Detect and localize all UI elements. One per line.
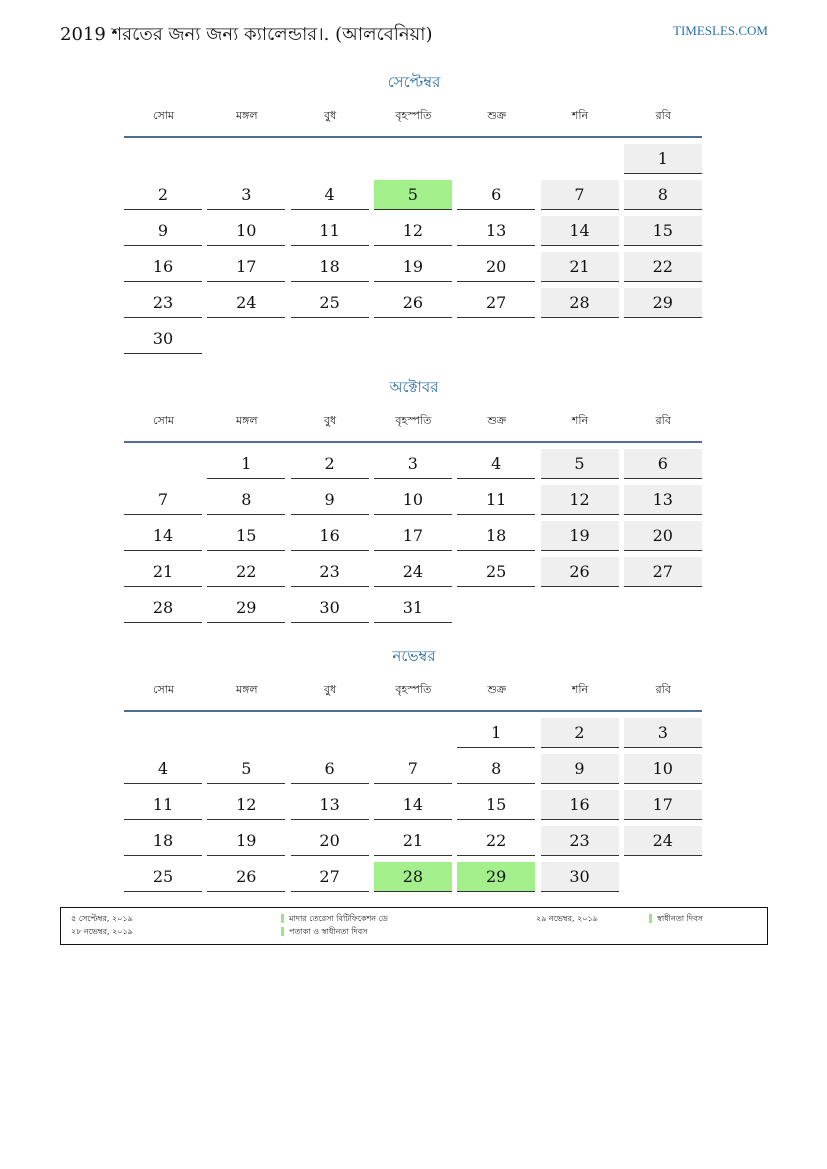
- month-title: অক্টোবর: [389, 378, 439, 396]
- weekday-label: বৃহস্পতি: [395, 109, 432, 122]
- weekday-label: শনি: [571, 414, 589, 427]
- day-cell: 8: [457, 754, 535, 784]
- legend-color-marker: [281, 914, 284, 923]
- day-cell: 14: [374, 790, 452, 820]
- day-cell: 27: [457, 288, 535, 318]
- day-cell: 26: [207, 862, 285, 892]
- legend-holiday-name: স্বাধীনতা দিবস: [657, 914, 703, 923]
- day-cell: 11: [124, 790, 202, 820]
- day-cell: 24: [374, 557, 452, 587]
- header-rule: [124, 710, 702, 712]
- weekday-label: বৃহস্পতি: [395, 683, 432, 696]
- day-cell: 20: [624, 521, 702, 551]
- day-cell: 25: [457, 557, 535, 587]
- day-cell: 19: [374, 252, 452, 282]
- legend-holiday-name: মাদার তেরেসা বিটিফিকেশন ডে: [289, 914, 388, 923]
- day-cell: 14: [541, 216, 619, 246]
- day-cell: 3: [207, 180, 285, 210]
- header-rule: [124, 136, 702, 138]
- day-cell: 16: [124, 252, 202, 282]
- day-cell: 1: [457, 718, 535, 748]
- day-cell: 4: [457, 449, 535, 479]
- day-cell: 10: [624, 754, 702, 784]
- legend-color-marker: [281, 927, 284, 936]
- page-header: [60, 20, 768, 44]
- day-cell: 14: [124, 521, 202, 551]
- site-link[interactable]: TIMESLES.COM: [673, 23, 768, 38]
- day-cell: 2: [541, 718, 619, 748]
- day-cell: 29: [624, 288, 702, 318]
- day-cell: 4: [124, 754, 202, 784]
- weekday-label: বুধ: [323, 414, 337, 427]
- day-cell: 8: [624, 180, 702, 210]
- day-cell: 17: [374, 521, 452, 551]
- day-cell: 15: [624, 216, 702, 246]
- holiday-day-cell: 28: [374, 862, 452, 892]
- legend-date: ৫ সেপ্টেম্বর, ২০১৯: [71, 914, 133, 923]
- day-cell: 13: [624, 485, 702, 515]
- month-september: [124, 72, 704, 348]
- legend-date: ২৮ নভেম্বর, ২০১৯: [71, 927, 133, 936]
- day-cell: 17: [207, 252, 285, 282]
- day-cell: 5: [207, 754, 285, 784]
- weekday-label: সোম: [152, 414, 175, 427]
- weekday-label: রবি: [655, 109, 671, 122]
- page-title: 2019 শরতের জন্য জন্য ক্যালেন্ডার।. (আলবেনিয়া): [60, 24, 433, 45]
- day-cell: 10: [207, 216, 285, 246]
- day-cell: 2: [291, 449, 369, 479]
- weekday-row: [124, 106, 704, 126]
- day-cell: 9: [291, 485, 369, 515]
- day-cell: 9: [541, 754, 619, 784]
- day-cell: 25: [124, 862, 202, 892]
- day-cell: 2: [124, 180, 202, 210]
- day-cell: 1: [624, 144, 702, 174]
- day-cell: 24: [624, 826, 702, 856]
- day-cell: 6: [291, 754, 369, 784]
- day-cell: 27: [291, 862, 369, 892]
- day-cell: 27: [624, 557, 702, 587]
- day-cell: 5: [541, 449, 619, 479]
- weekday-label: শুক্র: [487, 683, 507, 696]
- day-cell: 8: [207, 485, 285, 515]
- weekday-label: শনি: [571, 683, 589, 696]
- day-cell: 20: [291, 826, 369, 856]
- day-cell: 4: [291, 180, 369, 210]
- day-cell: 7: [124, 485, 202, 515]
- weekday-label: বৃহস্পতি: [395, 414, 432, 427]
- day-cell: 12: [207, 790, 285, 820]
- weekday-label: শুক্র: [487, 109, 507, 122]
- weekday-label: মঙ্গল: [235, 683, 258, 696]
- day-cell: 18: [124, 826, 202, 856]
- day-cell: 19: [541, 521, 619, 551]
- day-cell: 16: [291, 521, 369, 551]
- day-cell: 6: [624, 449, 702, 479]
- day-cell: 9: [124, 216, 202, 246]
- weekday-label: মঙ্গল: [235, 109, 258, 122]
- day-cell: 28: [124, 593, 202, 623]
- day-cell: 22: [457, 826, 535, 856]
- legend-color-marker: [649, 914, 652, 923]
- day-cell: 7: [374, 754, 452, 784]
- day-cell: 28: [541, 288, 619, 318]
- legend-holiday-name: পতাকা ও স্বাধীনতা দিবস: [289, 927, 368, 936]
- weekday-label: রবি: [655, 683, 671, 696]
- day-cell: 25: [291, 288, 369, 318]
- day-cell: 24: [207, 288, 285, 318]
- day-cell: 18: [291, 252, 369, 282]
- header-rule: [124, 441, 702, 443]
- day-cell: 31: [374, 593, 452, 623]
- weekday-label: শনি: [571, 109, 589, 122]
- day-cell: 15: [457, 790, 535, 820]
- month-title: সেপ্টেম্বর: [387, 73, 441, 91]
- day-cell: 26: [541, 557, 619, 587]
- day-cell: 18: [457, 521, 535, 551]
- weekday-row: [124, 411, 704, 431]
- day-cell: 12: [541, 485, 619, 515]
- day-cell: 23: [124, 288, 202, 318]
- day-cell: 10: [374, 485, 452, 515]
- weekday-label: রবি: [655, 414, 671, 427]
- day-cell: 3: [624, 718, 702, 748]
- day-cell: 13: [291, 790, 369, 820]
- day-cell: 20: [457, 252, 535, 282]
- weekday-label: সোম: [152, 683, 175, 696]
- legend-date: ২৯ নভেম্বর, ২০১৯: [536, 914, 598, 923]
- day-cell: 17: [624, 790, 702, 820]
- day-cell: 22: [624, 252, 702, 282]
- day-cell: 30: [291, 593, 369, 623]
- day-cell: 6: [457, 180, 535, 210]
- day-cell: 11: [457, 485, 535, 515]
- weekday-label: শুক্র: [487, 414, 507, 427]
- day-cell: 30: [541, 862, 619, 892]
- day-cell: 29: [207, 593, 285, 623]
- month-october: [124, 377, 704, 617]
- day-cell: 12: [374, 216, 452, 246]
- weekday-label: মঙ্গল: [235, 414, 258, 427]
- month-november: [124, 646, 704, 886]
- holiday-day-cell: 5: [374, 180, 452, 210]
- weekday-label: বুধ: [323, 683, 337, 696]
- day-cell: 22: [207, 557, 285, 587]
- weekday-label: বুধ: [323, 109, 337, 122]
- day-cell: 21: [541, 252, 619, 282]
- day-cell: 13: [457, 216, 535, 246]
- day-cell: 23: [541, 826, 619, 856]
- day-cell: 11: [291, 216, 369, 246]
- day-cell: 23: [291, 557, 369, 587]
- weekday-row: [124, 680, 704, 700]
- day-cell: 3: [374, 449, 452, 479]
- day-cell: 1: [207, 449, 285, 479]
- day-cell: 21: [374, 826, 452, 856]
- holiday-legend: [60, 907, 768, 945]
- day-cell: 30: [124, 324, 202, 354]
- holiday-day-cell: 29: [457, 862, 535, 892]
- day-cell: 19: [207, 826, 285, 856]
- day-cell: 21: [124, 557, 202, 587]
- day-cell: 15: [207, 521, 285, 551]
- day-cell: 16: [541, 790, 619, 820]
- day-cell: 7: [541, 180, 619, 210]
- day-cell: 26: [374, 288, 452, 318]
- month-title: নভেম্বর: [392, 647, 436, 665]
- weekday-label: সোম: [152, 109, 175, 122]
